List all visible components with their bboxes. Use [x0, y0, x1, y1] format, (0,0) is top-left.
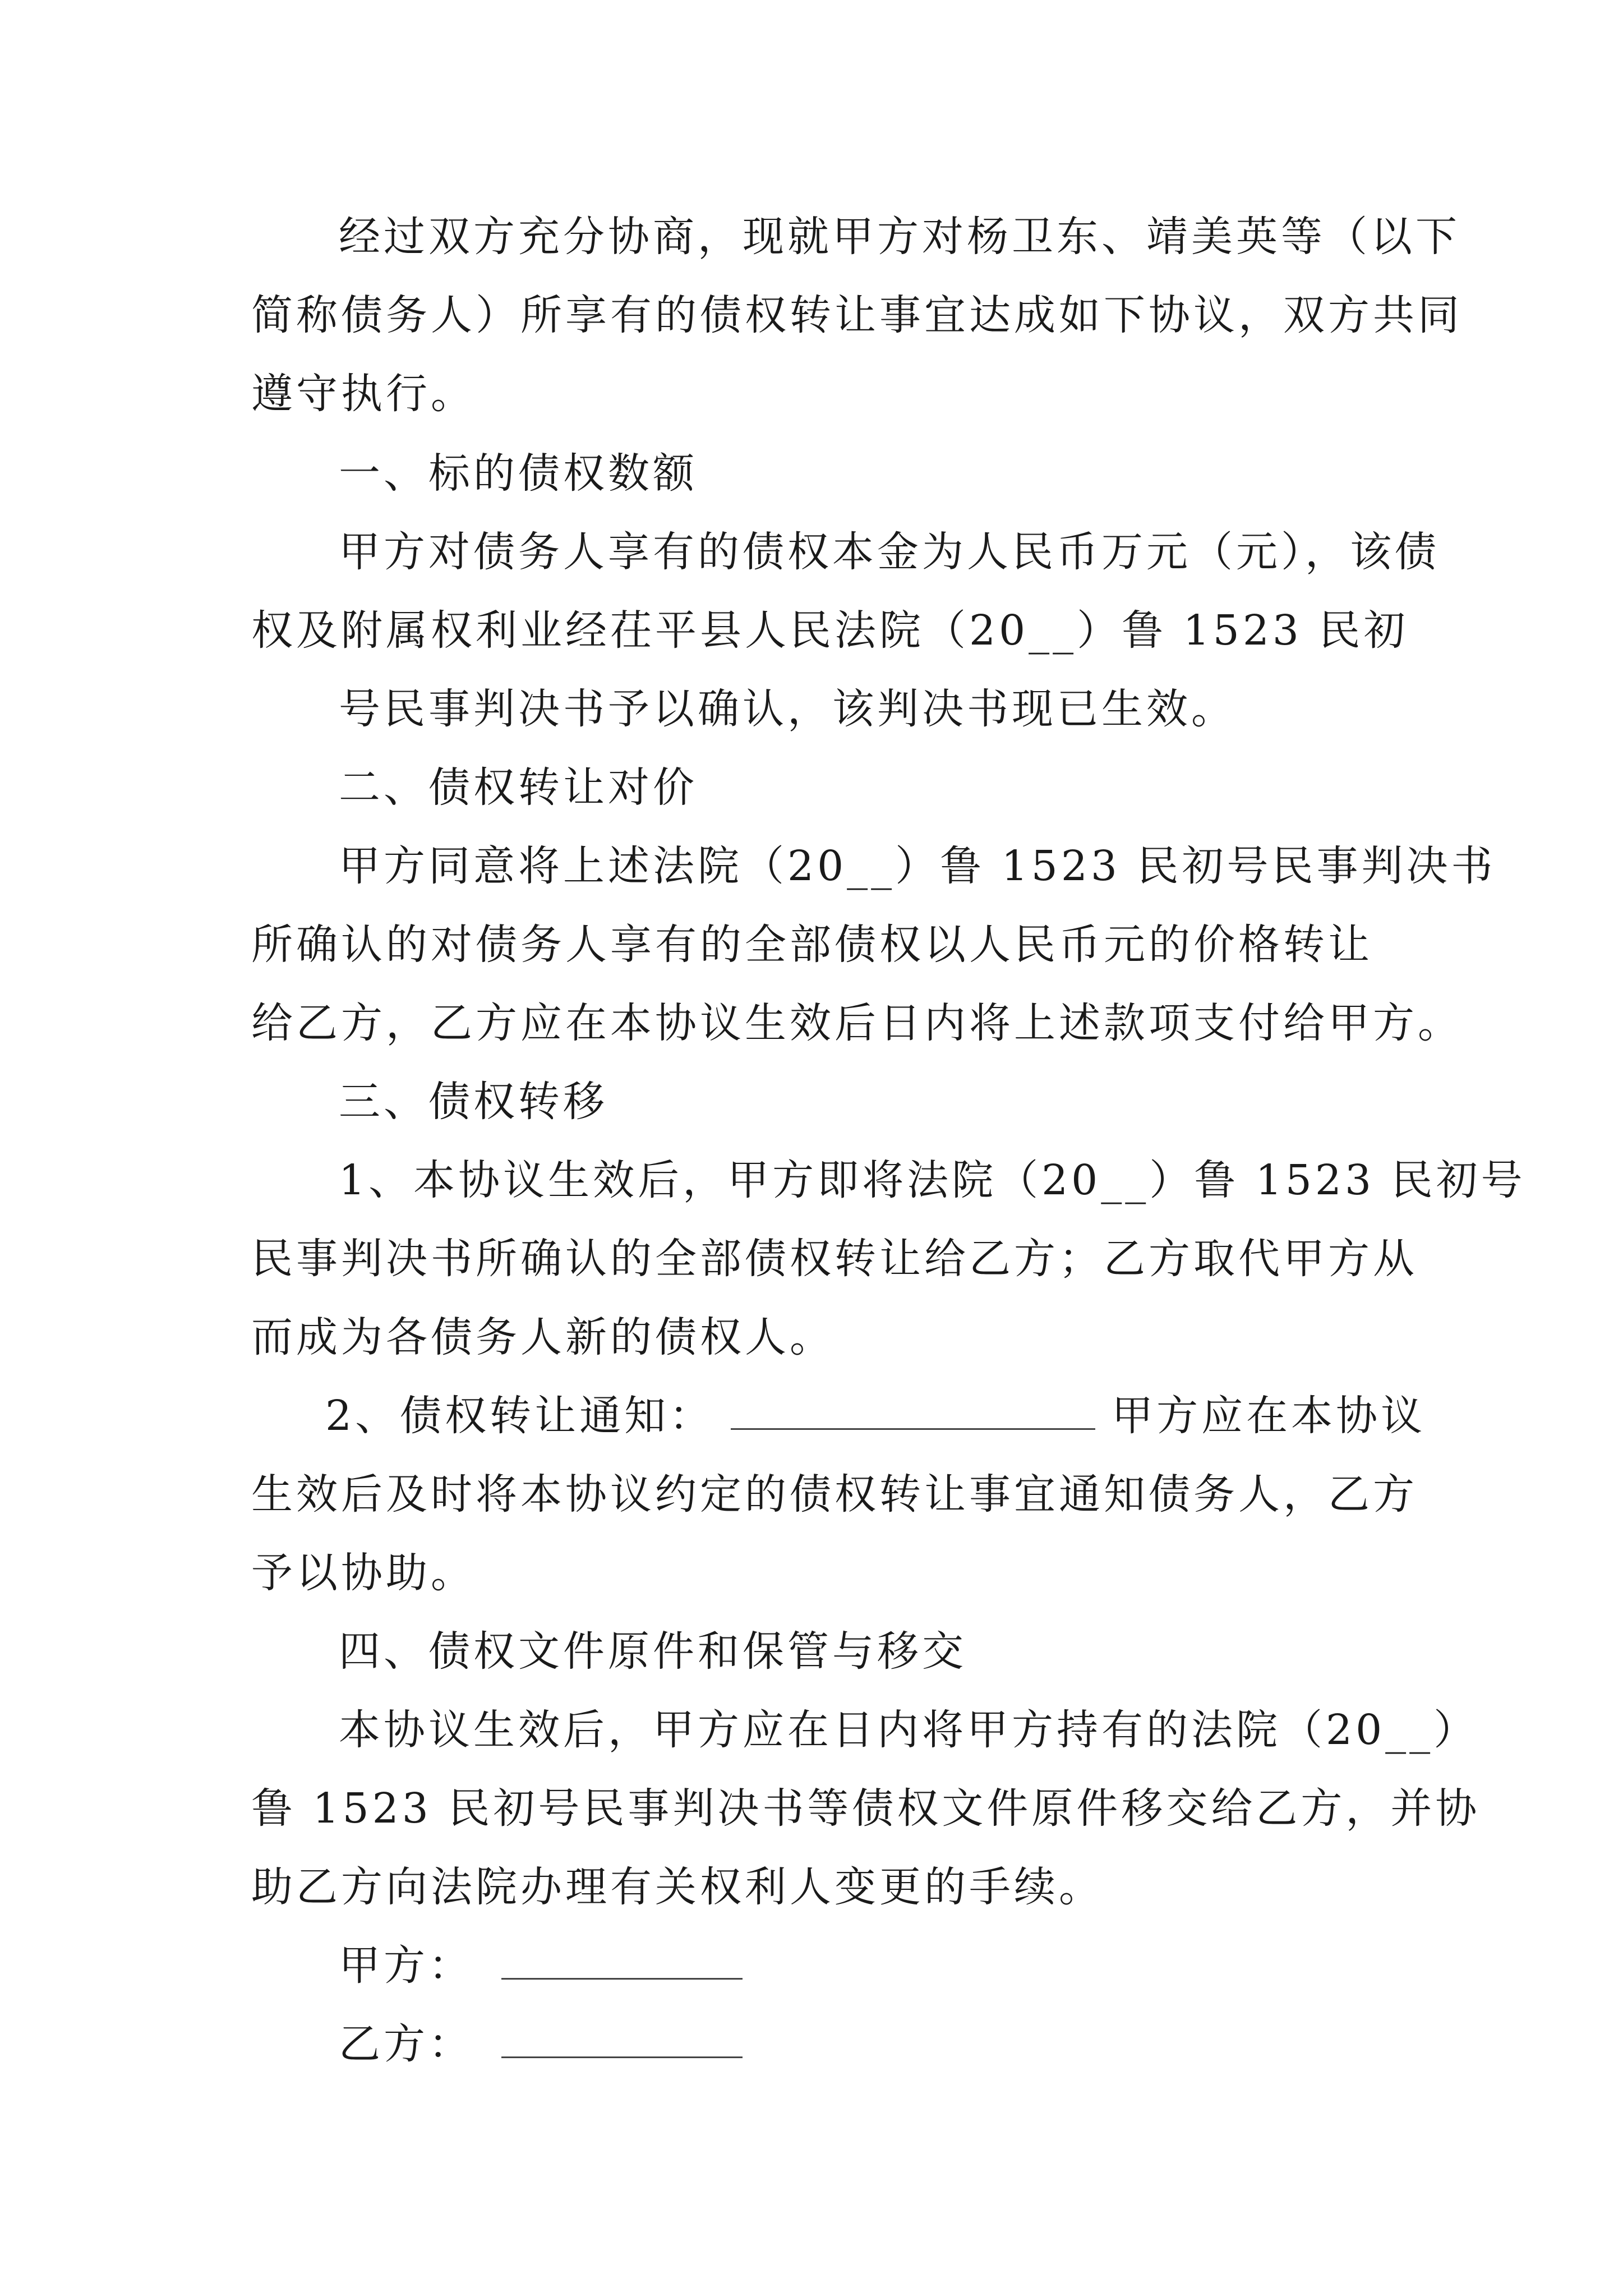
section2-line-2: 所确认的对债务人享有的全部债权以人民币元的价格转让	[251, 921, 1373, 969]
section3-item2-line-2: 生效后及时将本协议约定的债权转让事宜通知债务人，乙方	[251, 1470, 1418, 1519]
section2-line-3: 给乙方，乙方应在本协议生效后日内将上述款项支付给甲方。	[251, 999, 1463, 1047]
party-b-blank	[501, 2017, 743, 2058]
notice-label: 2、债权转让通知：	[325, 1392, 714, 1440]
section3-heading: 三、债权转移	[339, 1078, 608, 1126]
section1-line-2: 权及附属权利业经茌平县人民法院（20__）鲁 1523 民初	[251, 606, 1409, 655]
intro-line-1: 经过双方充分协商，现就甲方对杨卫东、靖美英等（以下	[339, 213, 1460, 261]
party-a-label: 甲方：	[339, 1941, 473, 1990]
section1-line-3: 号民事判决书予以确认，该判决书现已生效。	[339, 685, 1236, 733]
section1-heading: 一、标的债权数额	[339, 449, 698, 498]
intro-line-2: 简称债务人）所享有的债权转让事宜达成如下协议，双方共同	[251, 291, 1463, 339]
intro-line-3: 遵守执行。	[251, 370, 476, 418]
section2-heading: 二、债权转让对价	[339, 763, 698, 812]
signature-party-b	[339, 2016, 743, 2072]
section3-item1-line-3: 而成为各债务人新的债权人。	[251, 1313, 834, 1361]
party-b-label: 乙方：	[339, 2020, 473, 2068]
notice-text: 甲方应在本协议	[1112, 1392, 1426, 1440]
section4-heading: 四、债权文件原件和保管与移交	[339, 1627, 967, 1676]
section3-item2-line-1	[325, 1388, 1426, 1444]
party-a-blank	[501, 1939, 743, 1980]
section1-line-1: 甲方对债务人享有的债权本金为人民币万元（元），该债	[339, 528, 1440, 576]
section4-line-1: 本协议生效后，甲方应在日内将甲方持有的法院（20__）	[339, 1706, 1479, 1754]
section3-item1-line-2: 民事判决书所确认的全部债权转让给乙方；乙方取代甲方从	[251, 1235, 1418, 1283]
section4-line-2: 鲁 1523 民初号民事判决书等债权文件原件移交给乙方，并协	[251, 1784, 1481, 1833]
section4-line-3: 助乙方向法院办理有关权利人变更的手续。	[251, 1863, 1104, 1911]
signature-party-a	[339, 1938, 743, 1994]
section3-item1-line-1: 1、本协议生效后，甲方即将法院（20__）鲁 1523 民初号	[339, 1156, 1526, 1204]
section3-item2-line-3: 予以协助。	[251, 1549, 476, 1597]
section2-line-1: 甲方同意将上述法院（20__）鲁 1523 民初号民事判决书	[339, 842, 1496, 890]
notice-blank	[731, 1389, 1095, 1430]
